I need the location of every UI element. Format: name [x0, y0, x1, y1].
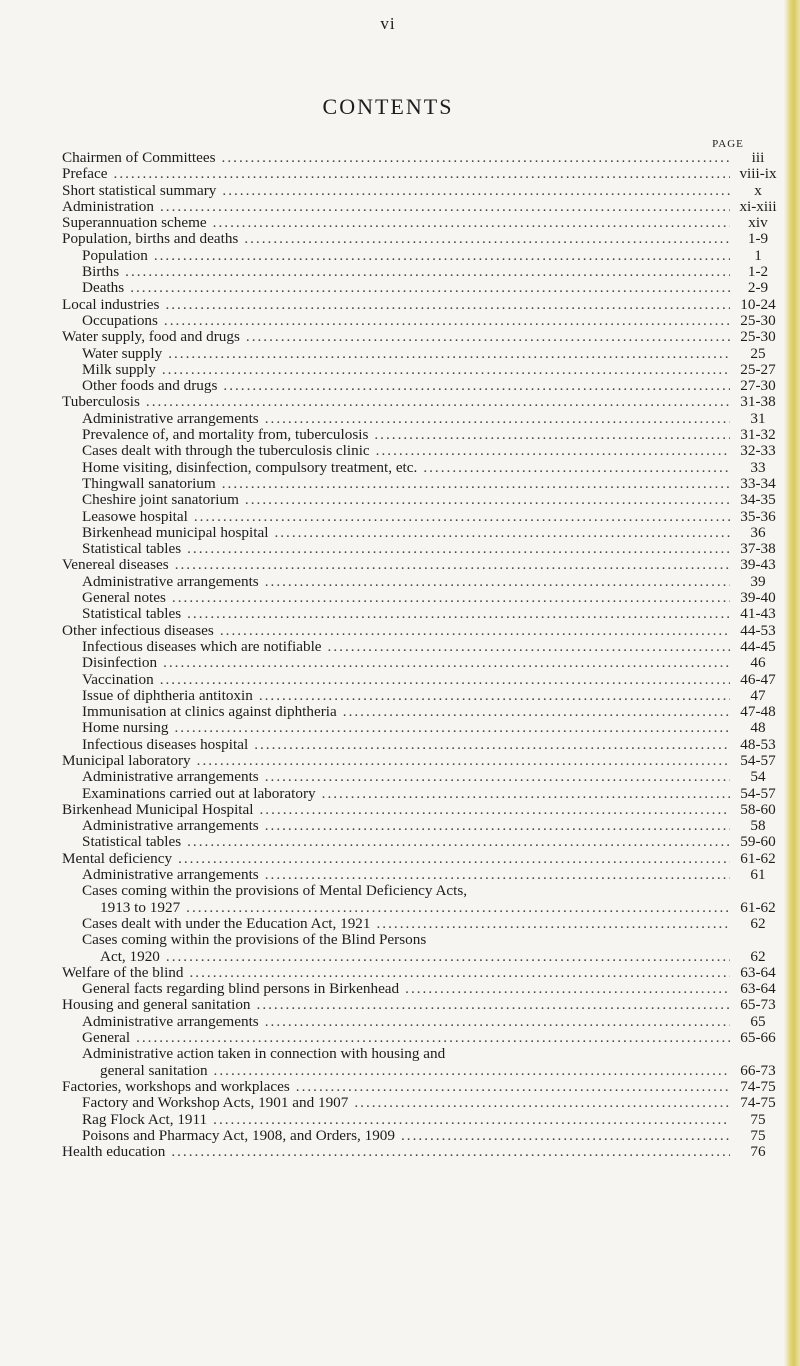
toc-entry-label: Administrative arrangements — [82, 572, 259, 590]
toc-entry-page: 62 — [750, 947, 766, 965]
toc-entry-label: Vaccination — [82, 670, 154, 688]
toc-entry[interactable] — [62, 525, 780, 541]
toc-entry-page: iii — [751, 149, 765, 166]
dot-leader — [254, 737, 730, 753]
toc-entry-page: 25-27 — [740, 360, 776, 378]
dot-leader — [146, 394, 730, 410]
dot-leader — [136, 1030, 730, 1046]
toc-entry[interactable] — [62, 851, 780, 867]
dot-leader — [187, 541, 730, 557]
dot-leader — [165, 297, 730, 313]
toc-entry-page: 44-53 — [740, 621, 776, 639]
dot-leader — [374, 427, 730, 443]
dot-leader — [222, 476, 730, 492]
toc-entry[interactable] — [62, 215, 780, 231]
toc-entry[interactable] — [62, 704, 780, 720]
toc-entry-label: Factories, workshops and workplaces — [62, 1077, 290, 1095]
toc-entry-label: Administrative arrangements — [82, 768, 259, 786]
toc-entry[interactable] — [62, 720, 780, 736]
toc-entry-label: Deaths — [82, 279, 125, 297]
toc-entry[interactable] — [62, 737, 780, 753]
toc-entry-label: Mental deficiency — [62, 849, 173, 867]
toc-entry[interactable] — [62, 606, 780, 622]
dot-leader — [222, 183, 730, 199]
toc-entry-label: Prevalence of, and mortality from, tuberculosis — [82, 426, 369, 444]
toc-entry[interactable] — [62, 150, 780, 166]
toc-entry[interactable] — [62, 981, 780, 997]
dot-leader — [125, 264, 730, 280]
toc-entry-label: Milk supply — [82, 360, 156, 378]
dot-leader — [220, 623, 730, 639]
toc-entry-label: Statistical tables — [82, 833, 182, 851]
toc-entry-page: 47 — [750, 686, 766, 704]
toc-entry[interactable] — [62, 965, 780, 981]
dot-leader — [171, 1144, 730, 1160]
toc-entry[interactable] — [62, 949, 780, 965]
toc-entry-label: Cases coming within the provisions of Mental Deficiency Acts, — [82, 882, 468, 900]
dot-leader — [265, 1014, 730, 1030]
toc-entry-label: Births — [82, 263, 120, 281]
toc-entry-page: 48-53 — [740, 735, 776, 753]
toc-entry-page: 61-62 — [740, 898, 776, 916]
toc-entry[interactable] — [62, 623, 780, 639]
toc-entry[interactable] — [62, 264, 780, 280]
toc-entry[interactable] — [62, 590, 780, 606]
dot-leader — [274, 525, 730, 541]
toc-entry-page: 75 — [750, 1110, 766, 1128]
toc-entry[interactable] — [62, 509, 780, 525]
toc-entry-label: Water supply, food and drugs — [62, 328, 240, 346]
toc-entry-page: 2-9 — [747, 279, 769, 297]
dot-leader — [265, 867, 730, 883]
toc-entry[interactable] — [62, 883, 780, 899]
toc-entry-page: 65 — [750, 1012, 766, 1030]
toc-entry[interactable] — [62, 802, 780, 818]
page-title: CONTENTS — [322, 94, 454, 119]
toc-entry-label: Factory and Workshop Acts, 1901 and 1907 — [82, 1094, 349, 1112]
toc-entry-label: general sanitation — [100, 1061, 208, 1079]
toc-entry[interactable] — [62, 753, 780, 769]
toc-entry-page: 59-60 — [740, 833, 776, 851]
toc-entry-label: Local industries — [62, 295, 160, 313]
dot-leader — [163, 655, 730, 671]
toc-entry-label: Cases coming within the provisions of the Blind Persons — [82, 931, 427, 949]
dot-leader — [245, 492, 730, 508]
toc-entry-label: Cases dealt with through the tuberculosis clinic — [82, 442, 370, 460]
toc-entry-label: General notes — [82, 589, 166, 607]
toc-entry[interactable] — [62, 394, 780, 410]
toc-entry[interactable] — [62, 313, 780, 329]
toc-entry[interactable] — [62, 639, 780, 655]
toc-entry[interactable] — [62, 818, 780, 834]
toc-entry-label: Venereal diseases — [62, 556, 169, 574]
toc-entry-label: Tuberculosis — [62, 393, 140, 411]
toc-entry-page: 61-62 — [740, 849, 776, 867]
toc-entry-page: 31-38 — [740, 393, 776, 411]
toc-entry-label: Poisons and Pharmacy Act, 1908, and Orders, 1909 — [82, 1126, 395, 1144]
dot-leader — [246, 329, 730, 345]
dot-leader — [223, 378, 730, 394]
toc-entry[interactable] — [62, 183, 780, 199]
dot-leader — [160, 672, 730, 688]
toc-entry-label: Administrative arrangements — [82, 866, 259, 884]
toc-entry[interactable] — [62, 688, 780, 704]
toc-entry[interactable] — [62, 655, 780, 671]
toc-entry-page: 31 — [750, 409, 766, 427]
toc-entry-page: 44-45 — [740, 637, 776, 655]
dot-leader — [194, 509, 730, 525]
dot-leader — [187, 834, 730, 850]
toc-entry[interactable] — [62, 427, 780, 443]
toc-entry-page: 33 — [750, 458, 766, 476]
toc-entry-page: 25-30 — [740, 311, 776, 329]
dot-leader — [160, 199, 730, 215]
toc-entry[interactable] — [62, 492, 780, 508]
toc-entry[interactable] — [62, 541, 780, 557]
toc-entry[interactable] — [62, 997, 780, 1013]
dot-leader — [114, 166, 730, 182]
dot-leader — [174, 720, 730, 736]
toc-entry-label: Cases dealt with under the Education Act, 1921 — [82, 914, 371, 932]
toc-entry-page: 37-38 — [740, 540, 776, 558]
toc-entry-page: 74-75 — [740, 1077, 776, 1095]
toc-entry[interactable] — [62, 574, 780, 590]
toc-entry[interactable] — [62, 900, 780, 916]
toc-entry-label: Rag Flock Act, 1911 — [82, 1110, 208, 1128]
toc-entry[interactable] — [62, 1046, 780, 1062]
dot-leader — [166, 949, 730, 965]
toc-entry[interactable] — [62, 834, 780, 850]
toc-entry-label: Home nursing — [82, 719, 169, 737]
toc-entry-page: 46-47 — [740, 670, 776, 688]
toc-entry[interactable] — [62, 1144, 780, 1160]
toc-entry-page: 1-2 — [747, 263, 769, 281]
toc-entry-page: 32-33 — [740, 442, 776, 460]
toc-entry-label: Home visiting, disinfection, compulsory treatment, etc. — [82, 458, 418, 476]
toc-entry-label: Examinations carried out at laboratory — [82, 784, 316, 802]
toc-entry-page: 65-73 — [740, 996, 776, 1014]
toc-entry[interactable] — [62, 557, 780, 573]
toc-entry[interactable] — [62, 231, 780, 247]
toc-entry[interactable] — [62, 166, 780, 182]
toc-entry-page: x — [754, 181, 762, 199]
toc-entry-page: 39 — [750, 572, 766, 590]
toc-entry-label: Leasowe hospital — [82, 507, 188, 525]
dot-leader — [322, 786, 730, 802]
dot-leader — [296, 1079, 730, 1095]
toc-entry[interactable] — [62, 443, 780, 459]
toc-entry[interactable] — [62, 199, 780, 215]
toc-entry-page: 46 — [750, 654, 766, 672]
toc-entry-label: Administrative action taken in connection with housing and — [82, 1045, 446, 1063]
dot-leader — [328, 639, 730, 655]
toc-entry-label: Administrative arrangements — [82, 1012, 259, 1030]
dot-leader — [423, 460, 730, 476]
dot-leader — [186, 900, 730, 916]
dot-leader — [257, 997, 730, 1013]
toc-entry-page: 27-30 — [740, 377, 776, 395]
toc-entry-label: General — [82, 1029, 131, 1047]
dot-leader — [244, 231, 730, 247]
toc-entry-label: Preface — [62, 165, 108, 183]
toc-entry-page: xi-xiii — [739, 197, 777, 215]
contents-list — [62, 150, 780, 1160]
toc-entry-page: 58-60 — [740, 800, 776, 818]
toc-entry-page: 48 — [750, 719, 766, 737]
toc-entry-page: 58 — [750, 817, 766, 835]
toc-entry-page: 31-32 — [740, 426, 776, 444]
toc-entry-page: 54-57 — [740, 784, 776, 802]
dot-leader — [222, 150, 730, 166]
toc-entry[interactable] — [62, 1079, 780, 1095]
toc-entry-label: Housing and general sanitation — [62, 996, 251, 1014]
toc-entry-label: Superannuation scheme — [62, 214, 207, 232]
toc-entry-page: 61 — [750, 866, 766, 884]
toc-entry-label: Thingwall sanatorium — [82, 474, 216, 492]
toc-entry-label: Birkenhead Municipal Hospital — [62, 800, 254, 818]
page-edge — [784, 0, 800, 1366]
toc-entry-label: Cheshire joint sanatorium — [82, 491, 239, 509]
toc-entry-page: 1 — [754, 246, 762, 264]
page-column-label: PAGE — [712, 138, 744, 150]
toc-entry-label: Administrative arrangements — [82, 817, 259, 835]
dot-leader — [265, 574, 730, 590]
toc-entry[interactable] — [62, 672, 780, 688]
toc-entry-label: Immunisation at clinics against diphtheria — [82, 703, 337, 721]
dot-leader — [405, 981, 730, 997]
toc-entry-page: 65-66 — [740, 1029, 776, 1047]
dot-leader — [130, 280, 730, 296]
dot-leader — [162, 362, 730, 378]
dot-leader — [168, 346, 730, 362]
dot-leader — [213, 1112, 730, 1128]
toc-entry-page: 25-30 — [740, 328, 776, 346]
dot-leader — [343, 704, 730, 720]
toc-entry-page: 41-43 — [740, 605, 776, 623]
toc-entry-page: viii-ix — [739, 165, 777, 183]
dot-leader — [190, 965, 731, 981]
toc-entry-label: Administration — [62, 197, 154, 215]
toc-entry-label: Statistical tables — [82, 605, 182, 623]
toc-entry[interactable] — [62, 411, 780, 427]
toc-entry[interactable] — [62, 916, 780, 932]
toc-entry[interactable] — [62, 1030, 780, 1046]
toc-entry-label: Issue of diphtheria antitoxin — [82, 686, 253, 704]
toc-entry[interactable] — [62, 346, 780, 362]
toc-entry-page: 54-57 — [740, 751, 776, 769]
toc-entry-page: 36 — [750, 523, 766, 541]
dot-leader — [197, 753, 730, 769]
toc-entry[interactable] — [62, 460, 780, 476]
toc-entry[interactable] — [62, 769, 780, 785]
toc-entry[interactable] — [62, 297, 780, 313]
toc-entry-page: xiv — [748, 214, 768, 232]
toc-entry-label: Occupations — [82, 311, 158, 329]
toc-entry[interactable] — [62, 1128, 780, 1144]
toc-entry[interactable] — [62, 1095, 780, 1111]
toc-entry[interactable] — [62, 932, 780, 948]
toc-entry[interactable] — [62, 1014, 780, 1030]
dot-leader — [377, 916, 731, 932]
toc-entry-page: 35-36 — [740, 507, 776, 525]
toc-entry-page: 34-35 — [740, 491, 776, 509]
dot-leader — [260, 802, 731, 818]
toc-entry-label: 1913 to 1927 — [100, 898, 181, 916]
toc-entry-label: Water supply — [82, 344, 163, 362]
dot-leader — [401, 1128, 730, 1144]
toc-entry[interactable] — [62, 280, 780, 296]
dot-leader — [259, 688, 730, 704]
toc-entry-page: 76 — [750, 1143, 766, 1161]
toc-entry[interactable] — [62, 329, 780, 345]
dot-leader — [172, 590, 730, 606]
dot-leader — [265, 769, 730, 785]
dot-leader — [376, 443, 730, 459]
toc-entry-label: General facts regarding blind persons in Birkenhead — [82, 980, 400, 998]
page-folio: vi — [380, 14, 396, 33]
toc-entry[interactable] — [62, 362, 780, 378]
dot-leader — [154, 248, 730, 264]
toc-entry-label: Birkenhead municipal hospital — [82, 523, 269, 541]
toc-entry-label: Other infectious diseases — [62, 621, 214, 639]
toc-entry-page: 54 — [750, 768, 766, 786]
toc-entry-page: 39-40 — [740, 589, 776, 607]
toc-entry[interactable] — [62, 476, 780, 492]
toc-entry-page: 10-24 — [740, 295, 776, 313]
toc-entry-label: Municipal laboratory — [62, 751, 191, 769]
toc-entry-page: 66-73 — [740, 1061, 776, 1079]
toc-entry-label: Statistical tables — [82, 540, 182, 558]
toc-entry-page: 62 — [750, 914, 766, 932]
toc-entry-page: 1-9 — [747, 230, 769, 248]
toc-entry-label: Chairmen of Committees — [62, 149, 216, 166]
toc-entry-label: Infectious diseases hospital — [82, 735, 249, 753]
toc-entry-page: 39-43 — [740, 556, 776, 574]
toc-entry-label: Administrative arrangements — [82, 409, 259, 427]
toc-entry-page: 75 — [750, 1126, 766, 1144]
toc-entry-label: Act, 1920 — [100, 947, 160, 965]
dot-leader — [187, 606, 730, 622]
toc-entry-page: 63-64 — [740, 963, 776, 981]
toc-entry-label: Infectious diseases which are notifiable — [82, 637, 322, 655]
dot-leader — [265, 411, 730, 427]
toc-entry-label: Health education — [62, 1143, 166, 1161]
toc-entry-label: Population — [82, 246, 148, 264]
toc-entry[interactable] — [62, 867, 780, 883]
toc-entry[interactable] — [62, 378, 780, 394]
dot-leader — [354, 1095, 730, 1111]
dot-leader — [265, 818, 730, 834]
toc-entry-label: Population, births and deaths — [62, 230, 239, 248]
toc-entry[interactable] — [62, 786, 780, 802]
toc-entry-label: Other foods and drugs — [82, 377, 218, 395]
toc-entry-page: 33-34 — [740, 474, 776, 492]
dot-leader — [175, 557, 730, 573]
dot-leader — [164, 313, 730, 329]
toc-entry[interactable] — [62, 1063, 780, 1079]
toc-entry-label: Welfare of the blind — [62, 963, 184, 981]
toc-entry[interactable] — [62, 248, 780, 264]
toc-entry-page: 25 — [750, 344, 766, 362]
toc-entry[interactable] — [62, 1112, 780, 1128]
toc-entry-label: Short statistical summary — [62, 181, 217, 199]
toc-entry-page: 74-75 — [740, 1094, 776, 1112]
dot-leader — [213, 215, 730, 231]
toc-entry-label: Disinfection — [82, 654, 158, 672]
toc-entry-page: 63-64 — [740, 980, 776, 998]
dot-leader — [214, 1063, 730, 1079]
toc-entry-page: 47-48 — [740, 703, 776, 721]
dot-leader — [178, 851, 730, 867]
